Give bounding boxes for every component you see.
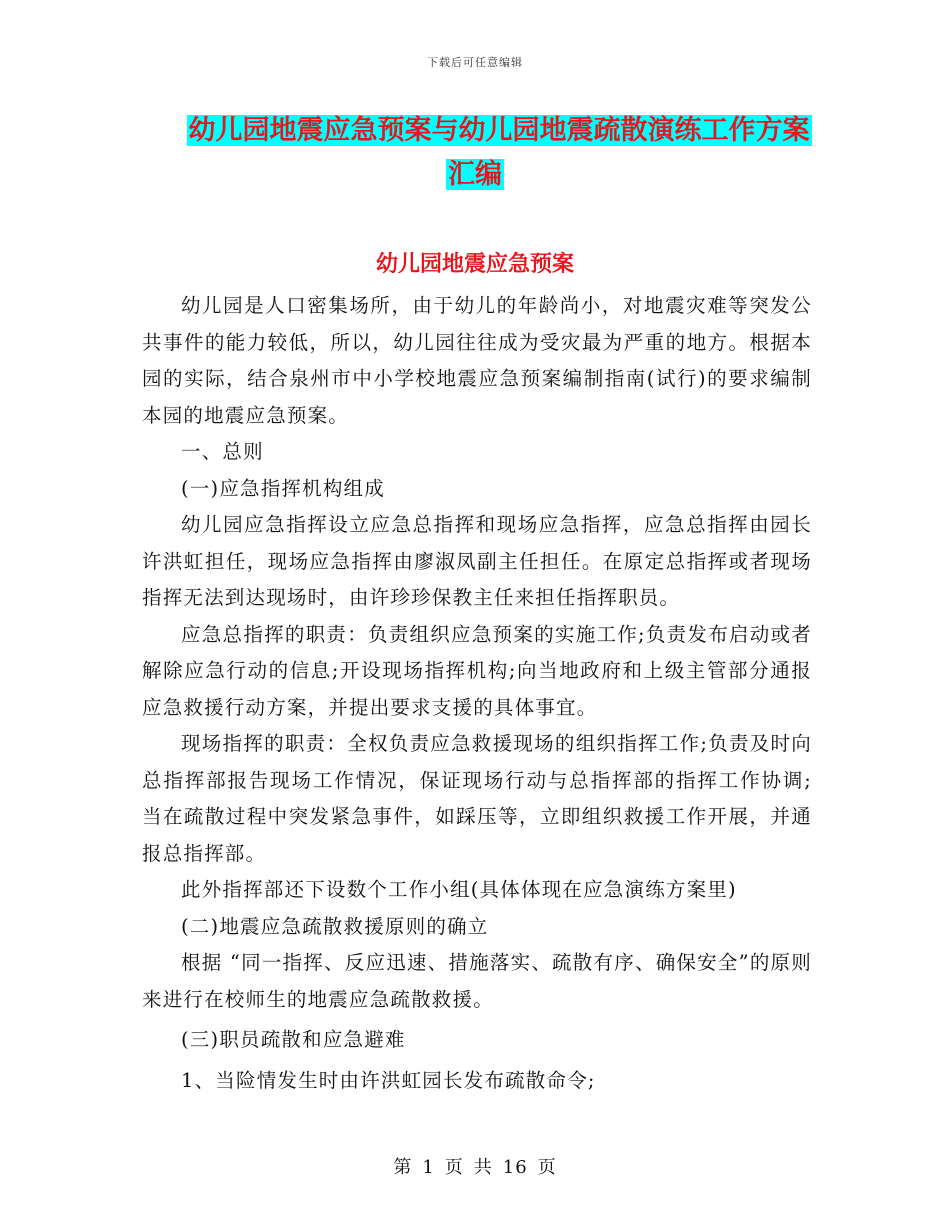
subheading-command-structure: (一)应急指挥机构组成 bbox=[181, 476, 385, 500]
page-current: 1 bbox=[422, 1157, 435, 1178]
total-label: 共 bbox=[473, 1157, 493, 1178]
total-unit: 页 bbox=[537, 1157, 557, 1178]
paragraph-principles: 根据 “同一指挥、反应迅速、措施落实、疏散有序、确保安全”的原则来进行在校师生的地震应急疏散救援。 bbox=[142, 951, 812, 1011]
paragraph-intro: 幼儿园是人口密集场所，由于幼儿的年龄尚小，对地震灾难等突发公共事件的能力较低，所以，幼儿园往往成为受灾最为严重的地方。根据本园的实际，结合泉州市中小学校地震应急预案编制指南(试行)的要求编制本园的地震应急预案。 bbox=[142, 294, 812, 427]
title-highlight-1: 幼儿园地震应急预案与幼儿园地震疏散演练工作方案 bbox=[188, 115, 810, 146]
document-body bbox=[142, 288, 812, 1099]
heading-general-principles: 一、总则 bbox=[181, 440, 264, 463]
section-title: 幼儿园地震应急预案 bbox=[375, 251, 574, 277]
paragraph-command-setup: 幼儿园应急指挥设立应急总指挥和现场应急指挥，应急总指挥由园长许洪虹担任，现场应急指挥由廖淑凤副主任担任。在原定总指挥或者现场指挥无法到达现场时，由许珍珍保教主任来担任指挥职员。 bbox=[142, 513, 812, 609]
header-note: 下载后可任意编辑 bbox=[427, 56, 523, 69]
document-title-line-2 bbox=[0, 155, 950, 195]
paragraph-step-1: 1、当险情发生时由许洪虹园长发布疏散命令; bbox=[181, 1068, 596, 1092]
subheading-evacuation-principles: (二)地震应急疏散救援原则的确立 bbox=[181, 914, 489, 938]
subheading-staff-evacuation: (三)职员疏散和应急避难 bbox=[181, 1028, 406, 1051]
page-footer bbox=[0, 1153, 950, 1179]
title-highlight-2: 汇编 bbox=[448, 159, 502, 190]
paragraph-chief-duties: 应急总指挥的职责：负责组织应急预案的实施工作;负责发布启动或者解除应急行动的信息;开设现场指挥机构;向当地政府和上级主管部分通报应急救援行动方案，并提出要求支援的具体事宜。 bbox=[142, 622, 812, 719]
document-title-line-1 bbox=[24, 111, 950, 151]
page-unit: 页 bbox=[444, 1157, 464, 1178]
paragraph-site-duties: 现场指挥的职责：全权负责应急救援现场的组织指挥工作;负责及时向总指挥部报告现场工作情况，保证现场行动与总指挥部的指挥工作协调;当在疏散过程中突发紧急事件，如踩压等，立即组织救援工作开展，并通报总指挥部。 bbox=[142, 732, 812, 865]
paragraph-work-groups: 此外指挥部还下设数个工作小组(具体体现在应急演练方案里) bbox=[181, 878, 737, 901]
page-label: 第 bbox=[393, 1157, 413, 1178]
page-total: 16 bbox=[502, 1157, 528, 1178]
